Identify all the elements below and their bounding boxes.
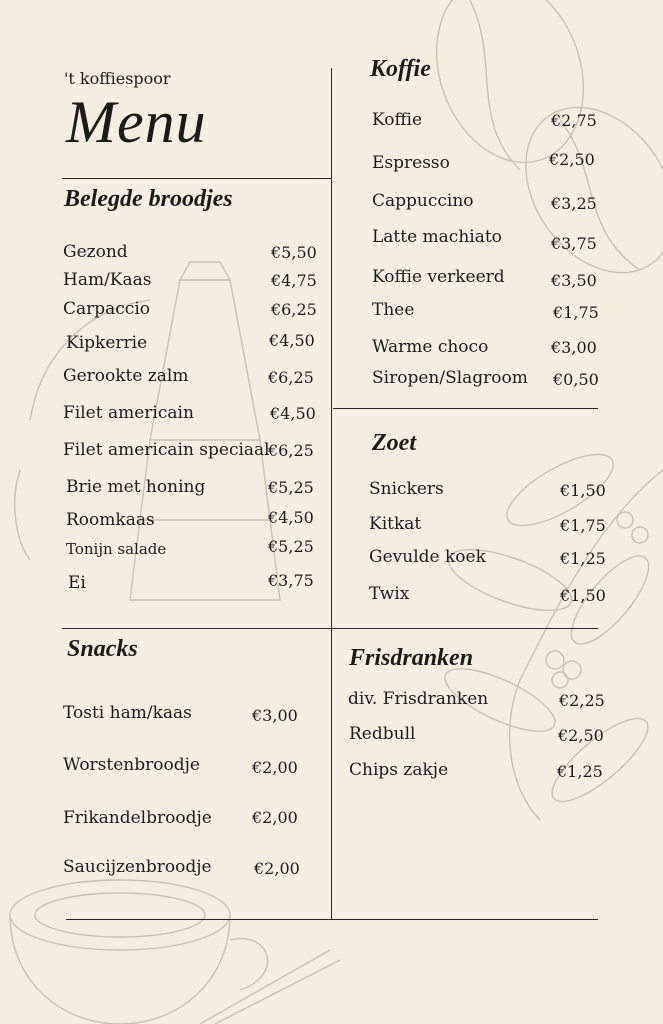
menu-item-price: €3,00 [551,338,597,357]
menu-item-price: €2,00 [252,808,298,827]
menu-item-name: Filet americain speciaal [63,440,270,460]
divider-under-koffie [333,408,598,409]
menu-item-price: €6,25 [268,368,314,387]
menu-item-price: €2,75 [551,111,597,130]
menu-item-price: €6,25 [268,441,314,460]
menu-item-price: €5,25 [268,478,314,497]
menu-item-name: div. Frisdranken [348,689,489,709]
menu-item-price: €1,75 [553,303,599,322]
menu-item-price: €3,75 [268,571,314,590]
snacks-heading: Snacks [67,636,138,662]
menu-item-price: €2,50 [549,150,595,169]
divider-middle [62,628,598,629]
menu-item-name: Cappuccino [372,191,474,211]
menu-item-price: €4,50 [268,508,314,527]
menu-item-name: Brie met honing [66,477,206,497]
menu-item-name: Thee [372,300,415,320]
divider-under-title [62,178,331,179]
coffee-bean-sketch-icon [412,0,663,301]
menu-item-price: €3,00 [252,706,298,725]
frisdranken-heading: Frisdranken [349,645,474,671]
menu-item-name: Koffie verkeerd [372,267,505,287]
menu-item-price: €2,50 [558,726,604,745]
menu-item-name: Saucijzenbroodje [63,857,212,877]
menu-item-name: Roomkaas [66,510,155,530]
menu-item-name: Ham/Kaas [63,270,152,290]
menu-item-price: €3,75 [551,234,597,253]
menu-item-name: Twix [369,584,410,604]
menu-item-price: €4,50 [269,331,315,350]
menu-item-name: Gerookte zalm [63,366,189,386]
menu-item-price: €1,25 [560,549,606,568]
zoet-heading: Zoet [372,430,416,456]
vertical-divider [331,68,332,920]
menu-item-name: Koffie [372,110,423,130]
menu-item-name: Tosti ham/kaas [63,703,192,723]
menu-item-name: Redbull [349,724,416,744]
menu-item-price: €2,25 [559,691,605,710]
menu-item-price: €1,50 [560,586,606,605]
menu-item-name: Carpaccio [63,299,151,319]
menu-item-name: Gevulde koek [369,547,486,567]
page-title: Menu [66,89,207,155]
coffee-cup-sketch-icon [10,880,340,1024]
menu-item-name: Chips zakje [349,760,449,780]
menu-item-price: €3,25 [551,194,597,213]
menu-item-name: Tonijn salade [66,540,167,558]
menu-item-name: Kipkerrie [66,333,148,353]
menu-item-price: €1,50 [560,481,606,500]
menu-item-name: Siropen/Slagroom [372,368,528,388]
menu-item-name: Snickers [369,479,444,499]
menu-item-price: €4,50 [270,404,316,423]
menu-item-price: €5,25 [268,537,314,556]
divider-bottom [66,919,598,920]
menu-item-name: Gezond [63,242,128,262]
menu-item-price: €4,75 [271,271,317,290]
menu-item-name: Espresso [372,153,450,173]
menu-item-price: €6,25 [271,300,317,319]
menu-item-name: Frikandelbroodje [63,808,212,828]
menu-item-price: €3,50 [551,271,597,290]
menu-item-name: Latte machiato [372,227,502,247]
menu-item-price: €1,25 [557,762,603,781]
shop-name: 't koffiespoor [64,69,171,88]
menu-item-price: €0,50 [553,370,599,389]
menu-item-name: Ei [68,573,86,593]
menu-item-price: €2,00 [252,758,298,777]
menu-item-name: Kitkat [369,514,422,534]
menu-item-name: Warme choco [372,337,489,357]
broodjes-heading: Belegde broodjes [64,186,233,212]
koffie-heading: Koffie [370,56,431,82]
menu-item-price: €1,75 [560,516,606,535]
menu-item-name: Worstenbroodje [63,755,200,775]
menu-item-price: €2,00 [254,859,300,878]
menu-item-name: Filet americain [63,403,194,423]
coffee-branch-sketch-icon [437,441,663,820]
menu-item-price: €5,50 [271,243,317,262]
